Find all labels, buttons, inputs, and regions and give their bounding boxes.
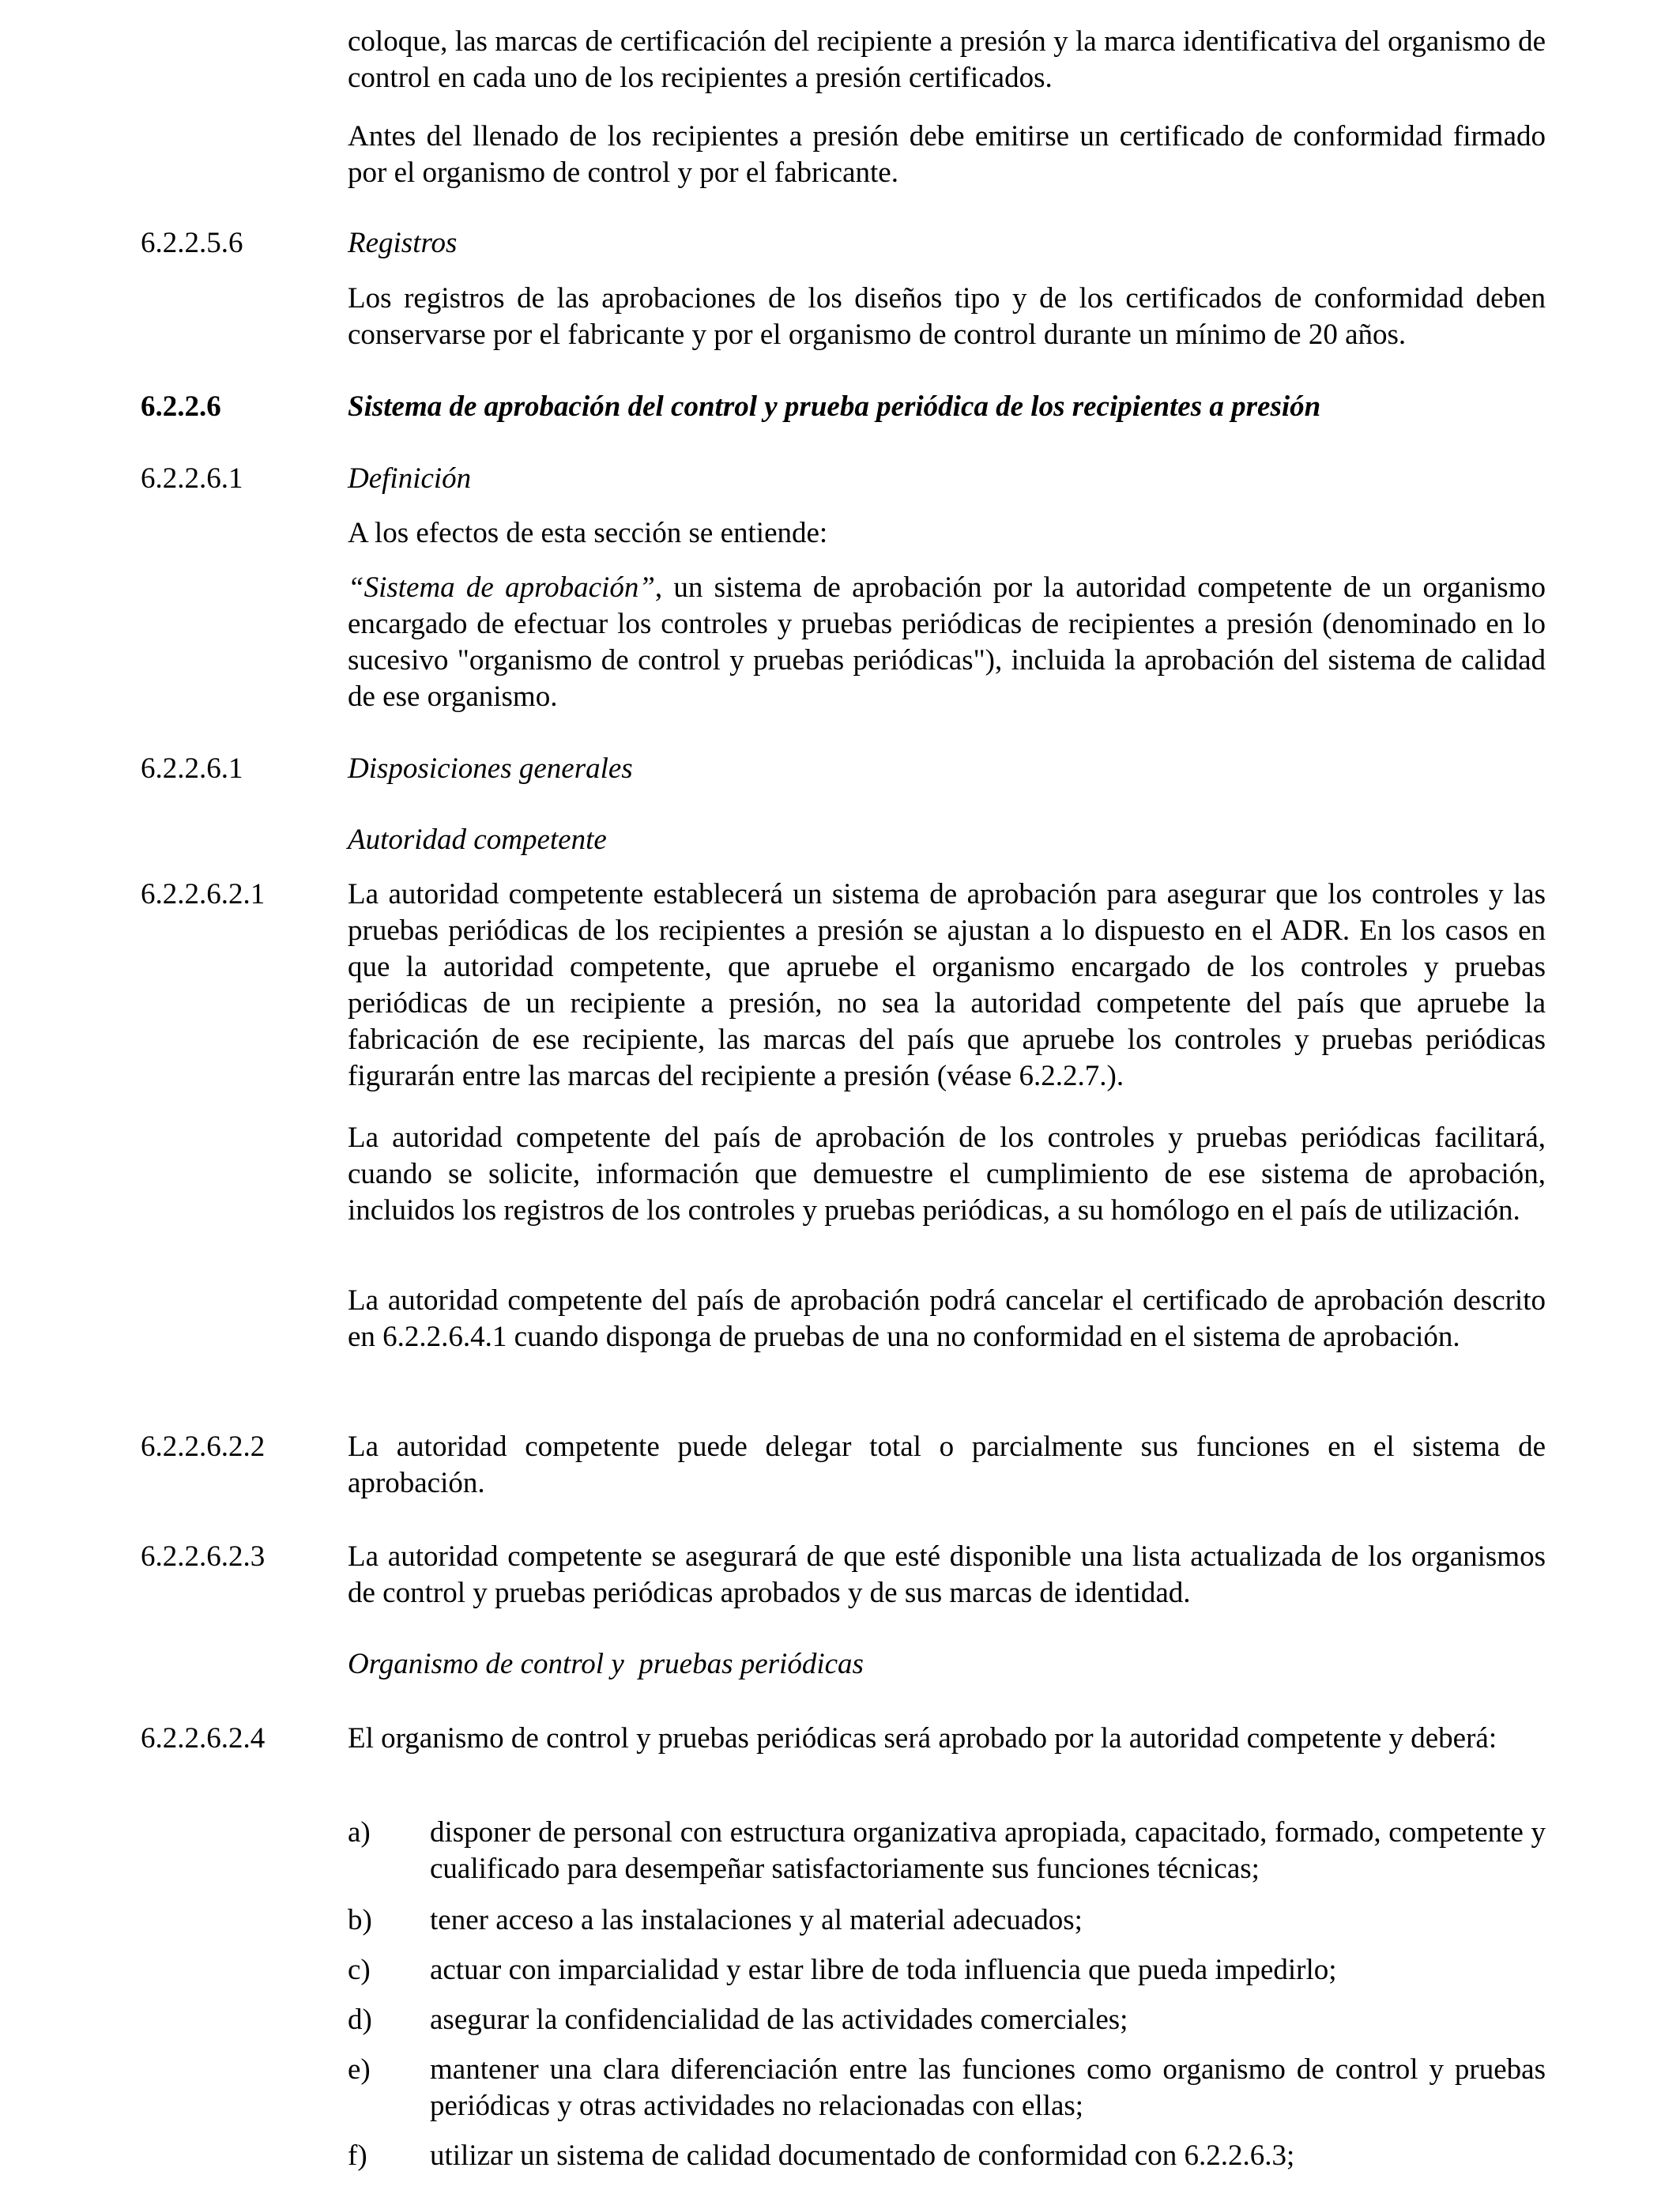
definition-text: , un sistema de aprobación por la autoridad competente de un organismo encargado de efectuar los controles y pruebas periódicas de recipientes a presión (denominado en lo sucesivo "organismo de control y pruebas periódicas"), incluida la aprobación del sistema de calidad de ese organismo. (348, 571, 1546, 713)
list-item-label: f) (348, 2139, 367, 2172)
list-item-text: disponer de personal con estructura organizativa apropiada, capacitado, formado, competente y cualificado para desempeñar satisfactoriamente sus funciones técnicas; (430, 1816, 1546, 1885)
defined-term: “Sistema de aprobación” (348, 571, 655, 604)
section-number: 6.2.2.6.2.3 (141, 1540, 266, 1573)
list-item-label: b) (348, 1904, 372, 1936)
section-title: Sistema de aprobación del control y prueba periódica de los recipientes a presión (348, 390, 1321, 423)
paragraph-text: La autoridad competente puede delegar total o parcialmente sus funciones en el sistema de aprobación. (348, 1431, 1546, 1499)
section-number: 6.2.2.6.2.4 (141, 1722, 266, 1755)
section-number: 6.2.2.6.2.1 (141, 878, 266, 910)
paragraph-text: A los efectos de esta sección se entiende: (348, 517, 828, 549)
section-number: 6.2.2.5.6 (141, 227, 243, 259)
section-title: Disposiciones generales (348, 752, 633, 785)
section-number: 6.2.2.6.1 (141, 752, 243, 785)
list-item-text: mantener una clara diferenciación entre las funciones como organismo de control y pruebas periódicas y otras actividades no relacionadas con ellas; (430, 2053, 1546, 2122)
paragraph-text: La autoridad competente del país de aprobación de los controles y pruebas periódicas facilitará, cuando se solicite, información que demuestre el cumplimiento de ese sistema de aprobación, incluidos los registros de los controles y pruebas periódicas, a su homólogo en el país de utilización. (348, 1122, 1546, 1227)
subheading-text: Organismo de control y pruebas periódicas (348, 1648, 864, 1680)
section-title: Definición (348, 462, 472, 495)
paragraph-text: Antes del llenado de los recipientes a presión debe emitirse un certificado de conformidad firmado por el organismo de control y por el fabricante. (348, 120, 1546, 189)
paragraph-text: coloque, las marcas de certificación del recipiente a presión y la marca identificativa del organismo de control en cada uno de los recipientes a presión certificados. (348, 25, 1546, 94)
subheading-text: Autoridad competente (348, 824, 607, 856)
paragraph-text: Los registros de las aprobaciones de los diseños tipo y de los certificados de conformidad deben conservarse por el fabricante y por el organismo de control durante un mínimo de 20 años. (348, 282, 1546, 351)
list-item-text: actuar con imparcialidad y estar libre de toda influencia que pueda impedirlo; (430, 1954, 1337, 1986)
list-item-text: asegurar la confidencialidad de las actividades comerciales; (430, 2004, 1128, 2036)
section-number: 6.2.2.6 (141, 390, 221, 423)
section-number: 6.2.2.6.1 (141, 462, 243, 495)
paragraph-text: La autoridad competente del país de aprobación podrá cancelar el certificado de aprobación descrito en 6.2.2.6.4.1 cuando disponga de pruebas de una no conformidad en el sistema de aprobación. (348, 1284, 1546, 1353)
paragraph-text: El organismo de control y pruebas periódicas será aprobado por la autoridad competente y deberá: (348, 1722, 1497, 1755)
section-title: Registros (348, 227, 458, 259)
paragraph-text: La autoridad competente establecerá un sistema de aprobación para asegurar que los controles y las pruebas periódicas de los recipientes a presión se ajustan a lo dispuesto en el ADR. En los casos en que la autoridad competente, que apruebe el organismo encargado de los controles y pruebas periódicas de un recipiente a presión, no sea la autoridad competente del país que apruebe la fabricación de ese recipiente, las marcas del país que apruebe los controles y pruebas periódicas figurarán entre las marcas del recipiente a presión (véase 6.2.2.7.). (348, 878, 1546, 1092)
paragraph-text: La autoridad competente se asegurará de que esté disponible una lista actualizada de los organismos de control y pruebas periódicas aprobados y de sus marcas de identidad. (348, 1540, 1546, 1609)
list-item-text: tener acceso a las instalaciones y al material adecuados; (430, 1904, 1083, 1936)
list-item-label: a) (348, 1816, 371, 1849)
paragraph-text (348, 570, 1546, 715)
list-item-label: d) (348, 2004, 372, 2036)
list-item-text: utilizar un sistema de calidad documentado de conformidad con 6.2.2.6.3; (430, 2139, 1295, 2172)
section-number: 6.2.2.6.2.2 (141, 1431, 266, 1463)
list-item-label: e) (348, 2053, 371, 2086)
list-item-label: c) (348, 1954, 371, 1986)
